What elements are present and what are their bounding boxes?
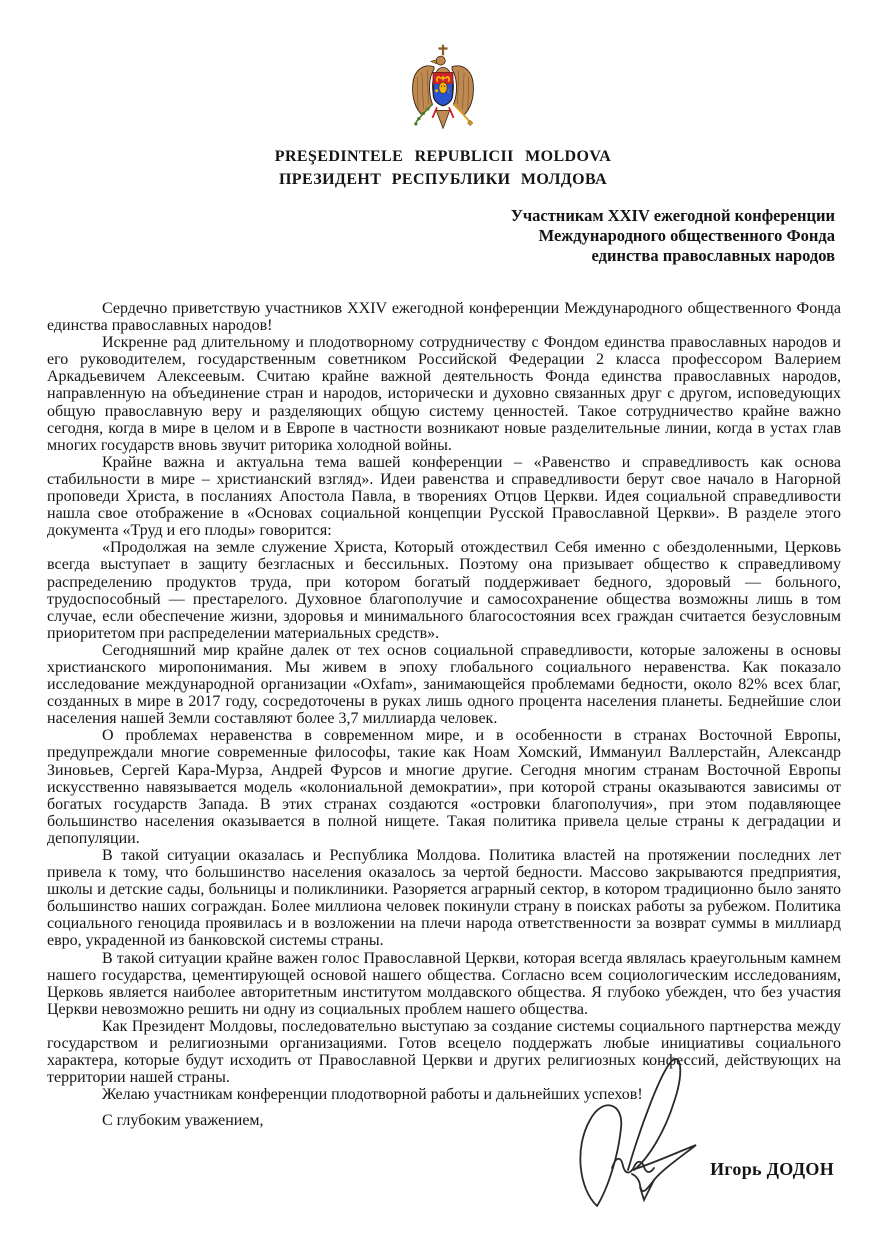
body-paragraph: В такой ситуации оказалась и Республика Молдова. Политика властей на протяжении последних лет привела к тому, что большинство населения оказалось за чертой бедности. Массово закрываются предприятия, школы и детские сады, больницы и поликлиники. Разоряется аграрный сектор, в котором традиционно было занято большинство наших сограждан. Более миллиона человек покинули страну в поисках работы за рубежом. Политика социального геноцида проявилась и в возложении на плечи народа ответственности за возврат суммы в миллиард евро, украденной из банковской системы страны.	[47, 847, 841, 950]
closing-salutation: С глубоким уважением,	[102, 1112, 264, 1129]
body-paragraph: Как Президент Молдовы, последовательно выступаю за создание системы социального партнерства между государством и религиозными организациями. Готов всецело поддержать любые инициативы социального характера, которые будут исходить от Православной Церкви и других религиозных конфессий, действующих на территории нашей страны.	[47, 1017, 841, 1087]
body-paragraph: Крайне важна и актуальна тема вашей конференции – «Равенство и справедливость как основа стабильности в мире – христианский взгляд». Идеи равенства и справедливости берут свое начало в Нагорной проповеди Христа, в посланиях Апостола Павла, в творениях Отцов Церкви. Идея социальной справедливости нашла свое отображение в «Основах социальной концепции Русской Православной Церкви». В разделе этого документа «Труд и его плоды» говорится:	[47, 453, 841, 540]
body-paragraph: Сегодняшний мир крайне далек от тех основ социальной справедливости, которые заложены в основы христианского миропонимания. Мы живем в эпоху глобального социального неравенства. Как показало исследование международной организации «Oxfam», занимающейся проблемами бедности, около 82% всех благ, созданных в мире в 2017 году, сосредоточены в руках лишь одного процента населения планеты. Беднейшие слои населения нашей Земли составляют более 3,7 миллиарда человек.	[47, 641, 841, 728]
moldova-coat-of-arms-icon	[405, 44, 481, 136]
letter-body	[47, 300, 841, 1103]
body-paragraph: О проблемах неравенства в современном мире, и в особенности в странах Восточной Европы, предупреждали многие современные философы, такие как Ноам Хомский, Иммануил Валлерстайн, Александр Зиновьев, Сергей Кара-Мурза, Андрей Фурсов и многие другие. Сегодня многим странам Восточной Европы искусственно навязывается модель «колониальной демократии», при которой страны оказываются зависимы от богатых государств Запада. В этих странах создаются «островки благополучия», при этом подавляющее большинство населения оказывается в полной нищете. Такая политика привела целые страны к деградации и депопуляции.	[47, 727, 841, 847]
addressee-line: Участникам XXIV ежегодной конференции	[510, 206, 835, 225]
letterhead-title-russian: ПРЕЗИДЕНТ РЕСПУБЛИКИ МОЛДОВА	[278, 171, 608, 188]
addressee-line: единства православных народов	[591, 246, 835, 265]
addressee-line: Международного общественного Фонда	[538, 226, 835, 245]
body-paragraph: Сердечно приветствую участников XXIV ежегодной конференции Международного общественного Фонда единства православных народов!	[47, 300, 841, 335]
shield-icon	[433, 73, 453, 106]
body-paragraph: В такой ситуации крайне важен голос Православной Церкви, которая всегда являлась краеугольным камнем нашего государства, цементирующей основой нашего общества. Согласно всем социологическим исследованиям, Церковь является наиболее авторитетным институтом молдавского общества. Я глубоко убежден, что без участия Церкви невозможно решить ни одну из социальных проблем нашего общества.	[47, 949, 841, 1018]
body-paragraph: «Продолжая на земле служение Христа, Который отождествил Себя именно с обездоленными, Церковь всегда выступает в защиту безгласных и бессильных. Поэтому она призывает общество к справедливому распределению продуктов труда, при котором богатый поддерживает бедного, здоровый — больного, трудоспособный — престарелого. Духовное благополучие и самосохранение общества возможны лишь в том случае, если обеспечение жизни, здоровья и минимального благосостояния всех граждан считается безусловным приоритетом при распределении материальных средств».	[47, 539, 841, 642]
addressee-block	[511, 206, 835, 266]
signer-name: Игорь ДОДОН	[710, 1159, 834, 1179]
body-paragraph: Желаю участникам конференции плодотворной работы и дальнейших успехов!	[102, 1086, 643, 1104]
letterhead-title-romanian: PREŞEDINTELE REPUBLICII MOLDOVA	[274, 148, 612, 165]
body-paragraph: Искренне рад длительному и плодотворному сотрудничеству с Фондом единства православных народов и его руководителем, государственным советником Российской Федерации 2 класса профессором Валерием Аркадьевичем Алексеевым. Считаю крайне важной деятельность Фонда единства православных народов, направленную на объединение стран и народов, исторически и духовно связанных друг с другом, исповедующих общую православную веру и разделяющих общую систему ценностей. Такое сотрудничество крайне важно сегодня, когда в мире в целом и в Европе в частности возникают новые разделительные линии, когда в устах глав многих государств вновь звучит риторика холодной войны.	[47, 334, 841, 454]
cross-icon	[438, 45, 447, 56]
signature-scrawl-icon	[570, 1050, 722, 1212]
